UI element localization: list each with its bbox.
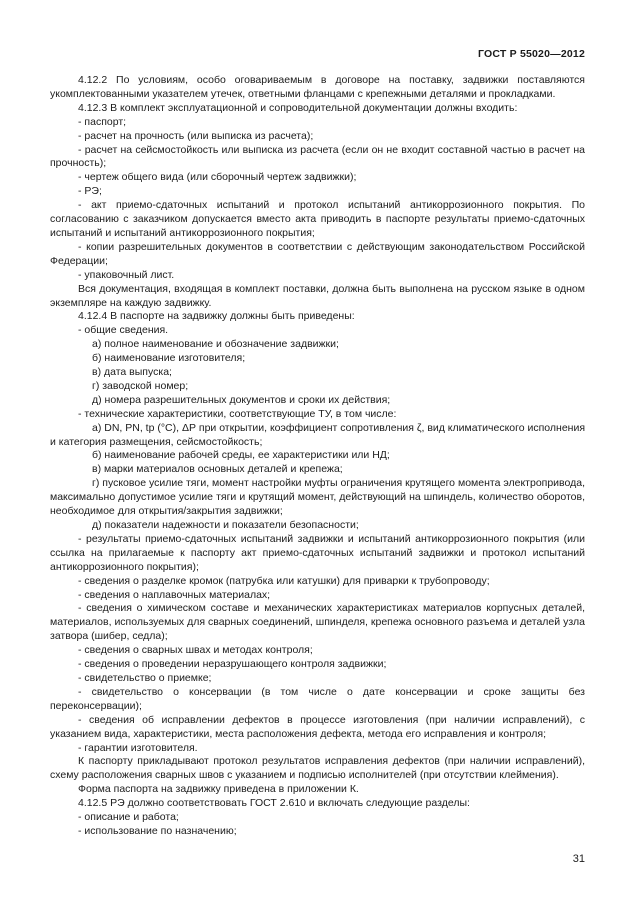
paragraph: - сведения о разделке кромок (патрубка или катушки) для приварки к трубопроводу; [78,574,490,587]
paragraph: в) марки материалов основных деталей и крепежа; [92,463,343,476]
paragraph: Вся документация, входящая в комплект поставки, должна быть выполнена на русском языке в одном экземпляре на каждую задвижку. [50,282,585,309]
page-number: 31 [572,853,585,865]
paragraph: - результаты приемо-сдаточных испытаний задвижки и испытаний антикоррозионного покрытия (или ссылка на прилагаемые к паспорту акт приемо-сдаточных испытаний задвижки и протокол испытаний антикоррозионного покрытия); [50,532,585,573]
paragraph: - сведения о проведении неразрушающего контроля задвижки; [78,658,387,671]
paragraph: - сведения о сварных швах и методах контроля; [78,644,313,657]
paragraph: - сведения об исправлении дефектов в процессе изготовления (при наличии исправлений), с указанием вида, характеристики, места расположения дефекта, метода его исправления и контроля; [50,713,585,740]
paragraph: - акт приемо-сдаточных испытаний и протокол испытаний антикоррозионного покрытия. По согласованию с заказчиком допускается вместо акта приводить в паспорте результаты приемо-сдаточных испытаний и испытаний антикоррозионного покрытия; [50,199,585,239]
paragraph: 4.12.3 В комплект эксплуатационной и сопроводительной документации должны входить: [78,101,518,114]
paragraph: - общие сведения. [78,324,169,337]
paragraph: г) заводской номер; [92,379,189,392]
paragraph: - РЭ; [78,185,102,198]
paragraph: д) показатели надежности и показатели безопасности; [92,519,359,531]
paragraph: в) дата выпуска; [92,366,172,379]
paragraph: 4.12.2 По условиям, особо оговариваемым в договоре на поставку, задвижки поставляются укомплектованными указателем утечек, ответными фланцами с крепежными деталями и прокладками. [50,74,585,100]
paragraph: д) номера разрешительных документов и сроки их действия; [92,393,391,406]
paragraph: Форма паспорта на задвижку приведена в приложении К. [78,783,359,796]
paragraph: а) DN, PN, tр (°С), ΔР при открытии, коэффициент сопротивления ζ, вид климатического исполнения и категория размещения, сейсмостойкость; [50,421,586,448]
paragraph: - упаковочный лист. [78,268,175,281]
paragraph: - свидетельство о консервации (в том числе о дате консервации и сроке защиты без переконсервации); [50,685,585,712]
paragraph: б) наименование изготовителя; [92,352,246,365]
paragraph: - копии разрешительных документов в соответствии с действующим законодательством Российской Федерации; [50,240,585,267]
paragraph: - расчет на прочность (или выписка из расчета); [78,129,314,142]
paragraph: - паспорт; [78,115,127,128]
paragraph: - использование по назначению; [78,824,237,837]
paragraph: - описание и работа; [78,811,179,824]
paragraph: - сведения о химическом составе и механических характеристиках материалов корпусных деталей, материалов, используемых для сварных соединений, шпинделя, крепежа основного разъема и деталей узла затвора (шибер, седла); [50,602,585,643]
paragraph: К паспорту прикладывают протокол результатов исправления дефектов (при наличии исправлений), схему расположения сварных швов с указанием и подписью исполнителей (при отсутствии клеймения). [50,755,585,782]
paragraph: - гарантии изготовителя. [78,741,198,754]
paragraph: - технические характеристики, соответствующие ТУ, в том числе: [78,407,397,420]
paragraph: - чертеж общего вида (или сборочный чертеж задвижки); [78,171,357,184]
document-code: ГОСТ Р 55020—2012 [477,48,585,60]
paragraph: б) наименование рабочей среды, ее характеристики или НД; [92,449,390,462]
paragraph: а) полное наименование и обозначение задвижки; [92,338,339,351]
paragraph: 4.12.4 В паспорте на задвижку должны быть приведены: [78,310,355,323]
paragraph: - свидетельство о приемке; [78,671,212,684]
paragraph: 4.12.5 РЭ должно соответствовать ГОСТ 2.610 и включать следующие разделы: [78,797,470,810]
paragraph: г) пусковое усилие тяги, момент настройки муфты ограничения крутящего момента электропривода, максимально допустимое усилие тяги и крутящий момент, действующий на шпиндель, количество оборотов, необходимое для открытия/закрытия задвижки; [50,477,585,518]
document-body [50,74,585,839]
paragraph: - расчет на сейсмостойкость или выписка из расчета (если он не входит составной частью в расчет на прочность); [50,143,585,170]
paragraph: - сведения о наплавочных материалах; [78,588,271,601]
